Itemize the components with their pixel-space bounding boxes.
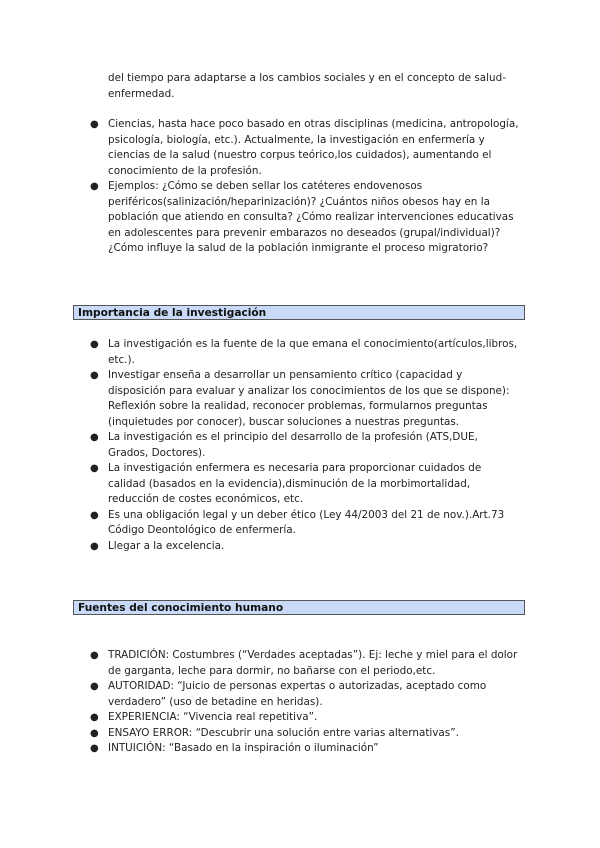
bullet-icon: ● [90,509,99,521]
list-item [90,710,520,726]
list-item [90,368,520,430]
list-item-text: Investigar enseña a desarrollar un pensamiento crítico (capacidad y disposición para evaluar y analizar los conocimientos de los que se dispone): Reflexión sobre la realidad, reconocer problemas, formularnos preguntas (inquietudes por conocer), buscar soluciones a nuestras preguntas. [108,369,510,428]
list-item [90,461,520,508]
list-item-text: Es una obligación legal y un deber ético (Ley 44/2003 del 21 de nov.).Art.73 Código Deontológico de enfermería. [108,508,505,536]
list-item [90,337,520,368]
list-item-text: ENSAYO ERROR: “Descubrir una solución entre varias alternativas”. [108,726,459,739]
bullet-icon: ● [90,540,99,552]
list-item [90,726,520,742]
bullet-icon: ● [90,432,99,443]
list-item-text: La investigación es el principio del desarrollo de la profesión (ATS,DUE, Grados, Doctores). [108,431,478,459]
importancia-list [90,337,520,554]
bullet-icon: ● [90,712,99,723]
list-item [90,539,520,555]
fuentes-list [90,648,520,757]
list-item-text: TRADICIÓN: Costumbres (“Verdades aceptadas”). Ej: leche y miel para el dolor de garganta, leche para dormir, no bañarse con el periodo,etc. [108,649,518,677]
bullet-icon: ● [90,370,99,381]
section-heading-importancia: Importancia de la investigación [73,305,525,320]
list-item-text: Ejemplos: ¿Cómo se deben sellar los catéteres endovenosos periféricos(salinización/heparinización)? ¿Cuántos niños obesos hay en la población que atiendo en consulta? ¿Cómo realizar intervenciones educativas en adolescentes para prevenir embarazos no deseados (grupal/individual)? ¿Cómo influye la salud de la población inmigrante el proceso migratorio? [108,180,514,254]
section-heading-fuentes: Fuentes del conocimiento humano [73,600,525,615]
bullet-icon: ● [90,743,99,754]
bullet-icon: ● [90,463,99,474]
list-item [90,741,520,757]
list-item [90,648,520,679]
bullet-icon: ● [90,727,99,739]
list-item-text: Llegar a la excelencia. [108,539,225,552]
list-item-text: INTUICIÓN: “Basado en la inspiración o iluminación” [108,742,379,754]
list-item-text: La investigación enfermera es necesaria para proporcionar cuidados de calidad (basados en la evidencia),disminución de la morbimortalidad, reducción de costes económicos, etc. [108,462,482,505]
list-item-text: La investigación es la fuente de la que emana el conocimiento(artículos,libros, etc.). [108,338,518,366]
list-item [90,117,520,179]
continuation-paragraph: del tiempo para adaptarse a los cambios sociales y en el concepto de salud-enfermedad. [108,72,506,100]
bullet-icon: ● [90,339,99,350]
bullet-icon: ● [90,681,99,692]
list-item-text: Ciencias, hasta hace poco basado en otras disciplinas (medicina, antropología, psicología, biología, etc.). Actualmente, la investigación en enfermería y ciencias de la salud (nuestro corpus teórico,los cuidados), aumentando el conocimiento de la profesión. [108,118,519,177]
list-item [90,508,520,539]
list-item [90,179,520,257]
bullet-icon: ● [90,181,99,192]
bullet-icon: ● [90,119,99,130]
list-item-text: AUTORIDAD: “Juicio de personas expertas o autorizadas, aceptado como verdadero” (uso de betadine en heridas). [108,680,487,708]
list-item [90,430,520,461]
intro-list [90,117,520,257]
bullet-icon: ● [90,650,99,661]
list-item-text: EXPERIENCIA: “Vivencia real repetitiva”. [108,711,318,723]
list-item [90,679,520,710]
